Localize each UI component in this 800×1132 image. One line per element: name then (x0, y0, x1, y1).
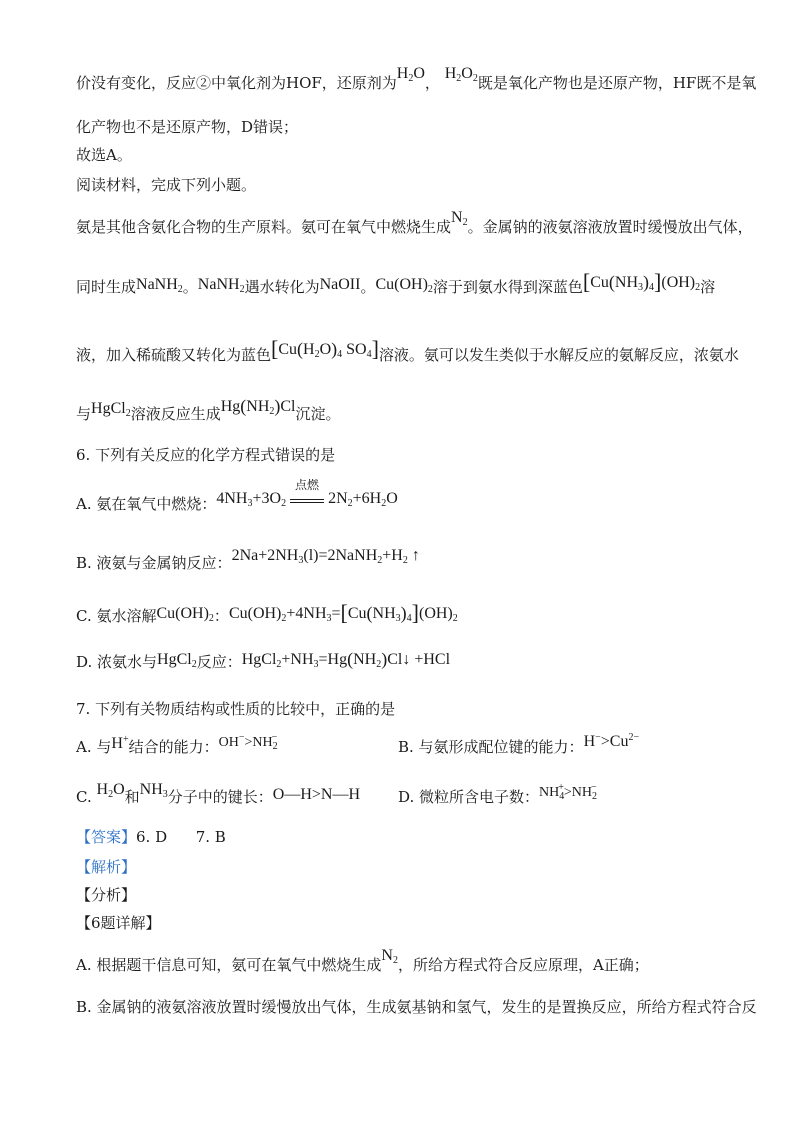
text: D. 浓氨水与 (76, 653, 158, 671)
q6-option-c (76, 600, 458, 629)
formula-cu-h2o-4-so4: [$Cu(H_2O)_4$ $SO_4$] (271, 336, 379, 361)
formula-n2: $N_2$ (451, 209, 468, 228)
formula-naoh: NaOII (319, 276, 361, 293)
text: 液，加入稀硫酸又转化为蓝色 (76, 346, 272, 364)
question-7-stem (76, 700, 395, 718)
equation: $Cu(OH)_2+4NH_3=[Cu(NH_3)_4](OH)_2$ (228, 600, 458, 625)
text: 故选A。 (76, 146, 132, 164)
text: A. 与 (76, 738, 112, 756)
text: 氨是其他含氨化合物的生产原料。氨可在氧气中燃烧生成 (76, 218, 452, 236)
text: D. 微粒所含电子数： (398, 788, 540, 806)
text: ，所给方程式符合反应原理，A正确； (397, 956, 649, 974)
text: ， (424, 74, 440, 92)
equation: $2Na+2NH_3(l)=2NaNH_2+H_2$ ↑ (231, 547, 420, 566)
formula-hgcl2: HgCl$_2$ (157, 651, 197, 670)
formula-n2: $N_2$ (381, 947, 398, 966)
text: B. 液氨与金属钠反应： (76, 554, 232, 572)
text-line (76, 269, 716, 300)
comparison: O—H>N—H (272, 786, 361, 803)
text: 溶 (700, 278, 716, 296)
formula-h2o: $H_2O$ (396, 65, 425, 84)
text: 6. 下列有关反应的化学方程式错误的是 (76, 446, 336, 464)
text: 溶液反应生成 (130, 405, 221, 423)
text: 溶于到氨水得到深蓝色 (432, 278, 583, 296)
equation: $4NH_3+3O_2$ 点燃 $2N_2+6H_2O$ (216, 478, 398, 509)
answer-tag: 【答案】 (76, 828, 137, 846)
question-6-stem (76, 446, 335, 464)
text: 反应： (196, 653, 242, 671)
formula-cuoh2: $Cu(OH)_2$ (375, 276, 433, 295)
formula-hgcl2: HgCl$_2$ (91, 400, 131, 419)
condition-label: 点燃 (295, 478, 320, 492)
text: 分子中的键长： (167, 788, 273, 806)
text: 【6题详解】 (76, 914, 161, 932)
text-line (76, 118, 298, 136)
text: A. 根据题干信息可知，氨可在氧气中燃烧生成 (76, 956, 382, 974)
q7-option-b (398, 732, 640, 757)
text-line (76, 209, 753, 237)
text: C. 氨水溶解 (76, 607, 157, 625)
q7-option-d (398, 782, 598, 808)
text: ： (213, 607, 229, 625)
detail-b-line (76, 998, 757, 1016)
q6-option-b (76, 547, 420, 573)
text: 遇水转化为 (244, 278, 320, 296)
text: 结合的能力： (128, 738, 219, 756)
text-line (76, 146, 132, 164)
condition-arrow (290, 478, 324, 503)
text: 化产物也不是还原产物，D错误； (76, 118, 299, 136)
text-line (76, 336, 739, 368)
formula-nh3: $NH_3$ (139, 781, 168, 800)
text: 7. 下列有关物质结构或性质的比较中，正确的是 (76, 700, 396, 718)
answer-value: 6. D 7. B (136, 828, 226, 846)
text-line (76, 176, 256, 194)
answer-line (76, 828, 226, 846)
formula-h2o: $H_2O$ (96, 781, 125, 800)
comparison: $H^->Cu^{2-}$ (583, 732, 640, 750)
formula-cu-nh3-4-oh2: $[Cu(NH_3)_4](OH)_2$ (582, 269, 701, 294)
text-line (76, 65, 757, 93)
text: 沉淀。 (295, 405, 341, 423)
text: B. 金属钠的液氨溶液放置时缓慢放出气体，生成氨基钠和氢气，发生的是置换反应，所给方程式符合反 (76, 998, 757, 1016)
formula-nanh2: NaNH$_2$ (197, 276, 245, 295)
analysis-tag: 【解析】 (76, 858, 137, 876)
comparison: $NH_4^+>NH_2^-$ (539, 782, 598, 802)
q7-option-a (76, 732, 278, 758)
text: 溶液。氨可以发生类似于水解反应的氨解反应，浓氨水 (378, 346, 739, 364)
q6-option-d (76, 649, 451, 674)
text-line (76, 396, 341, 426)
text: 。 (182, 278, 198, 296)
comparison: $OH^->NH_2^-$ (218, 732, 278, 752)
formula-nanh2: NaNH$_2$ (136, 276, 183, 295)
formula-hg-nh2-cl: $Hg(NH_2)Cl$ (220, 396, 296, 417)
text: 。金属钠的液氨溶液放置时缓慢放出气体， (467, 218, 753, 236)
formula-cuoh2: $Cu(OH)_2$ (156, 605, 214, 624)
fenxi-line (76, 886, 136, 904)
text: 。 (360, 278, 376, 296)
text: B. 与氨形成配位键的能力： (398, 738, 584, 756)
text: C. (76, 788, 92, 806)
equation: $HgCl_2+NH_3=Hg(NH_2)Cl↓ +HCl$ (241, 649, 451, 670)
text: 同时生成 (76, 278, 137, 296)
text: 阅读材料，完成下列小题。 (76, 176, 257, 194)
formula-h2o2: $H_2O_2$ (444, 65, 478, 84)
text: 价没有变化，反应②中氧化剂为HOF，还原剂为 (76, 74, 397, 92)
q7-option-c (76, 781, 361, 807)
detail-a-line (76, 947, 649, 975)
text: 和 (124, 788, 140, 806)
q6-detail-title-line (76, 914, 161, 932)
text: 与 (76, 405, 92, 423)
analysis-tag-line (76, 858, 136, 876)
q6-option-a (76, 478, 398, 514)
text: A. 氨在氧气中燃烧： (76, 495, 217, 513)
text: 【分析】 (76, 886, 137, 904)
formula-h-plus: H+ (111, 734, 129, 752)
text: 既是氧化产物也是还原产物，HF既不是氧 (477, 74, 757, 92)
